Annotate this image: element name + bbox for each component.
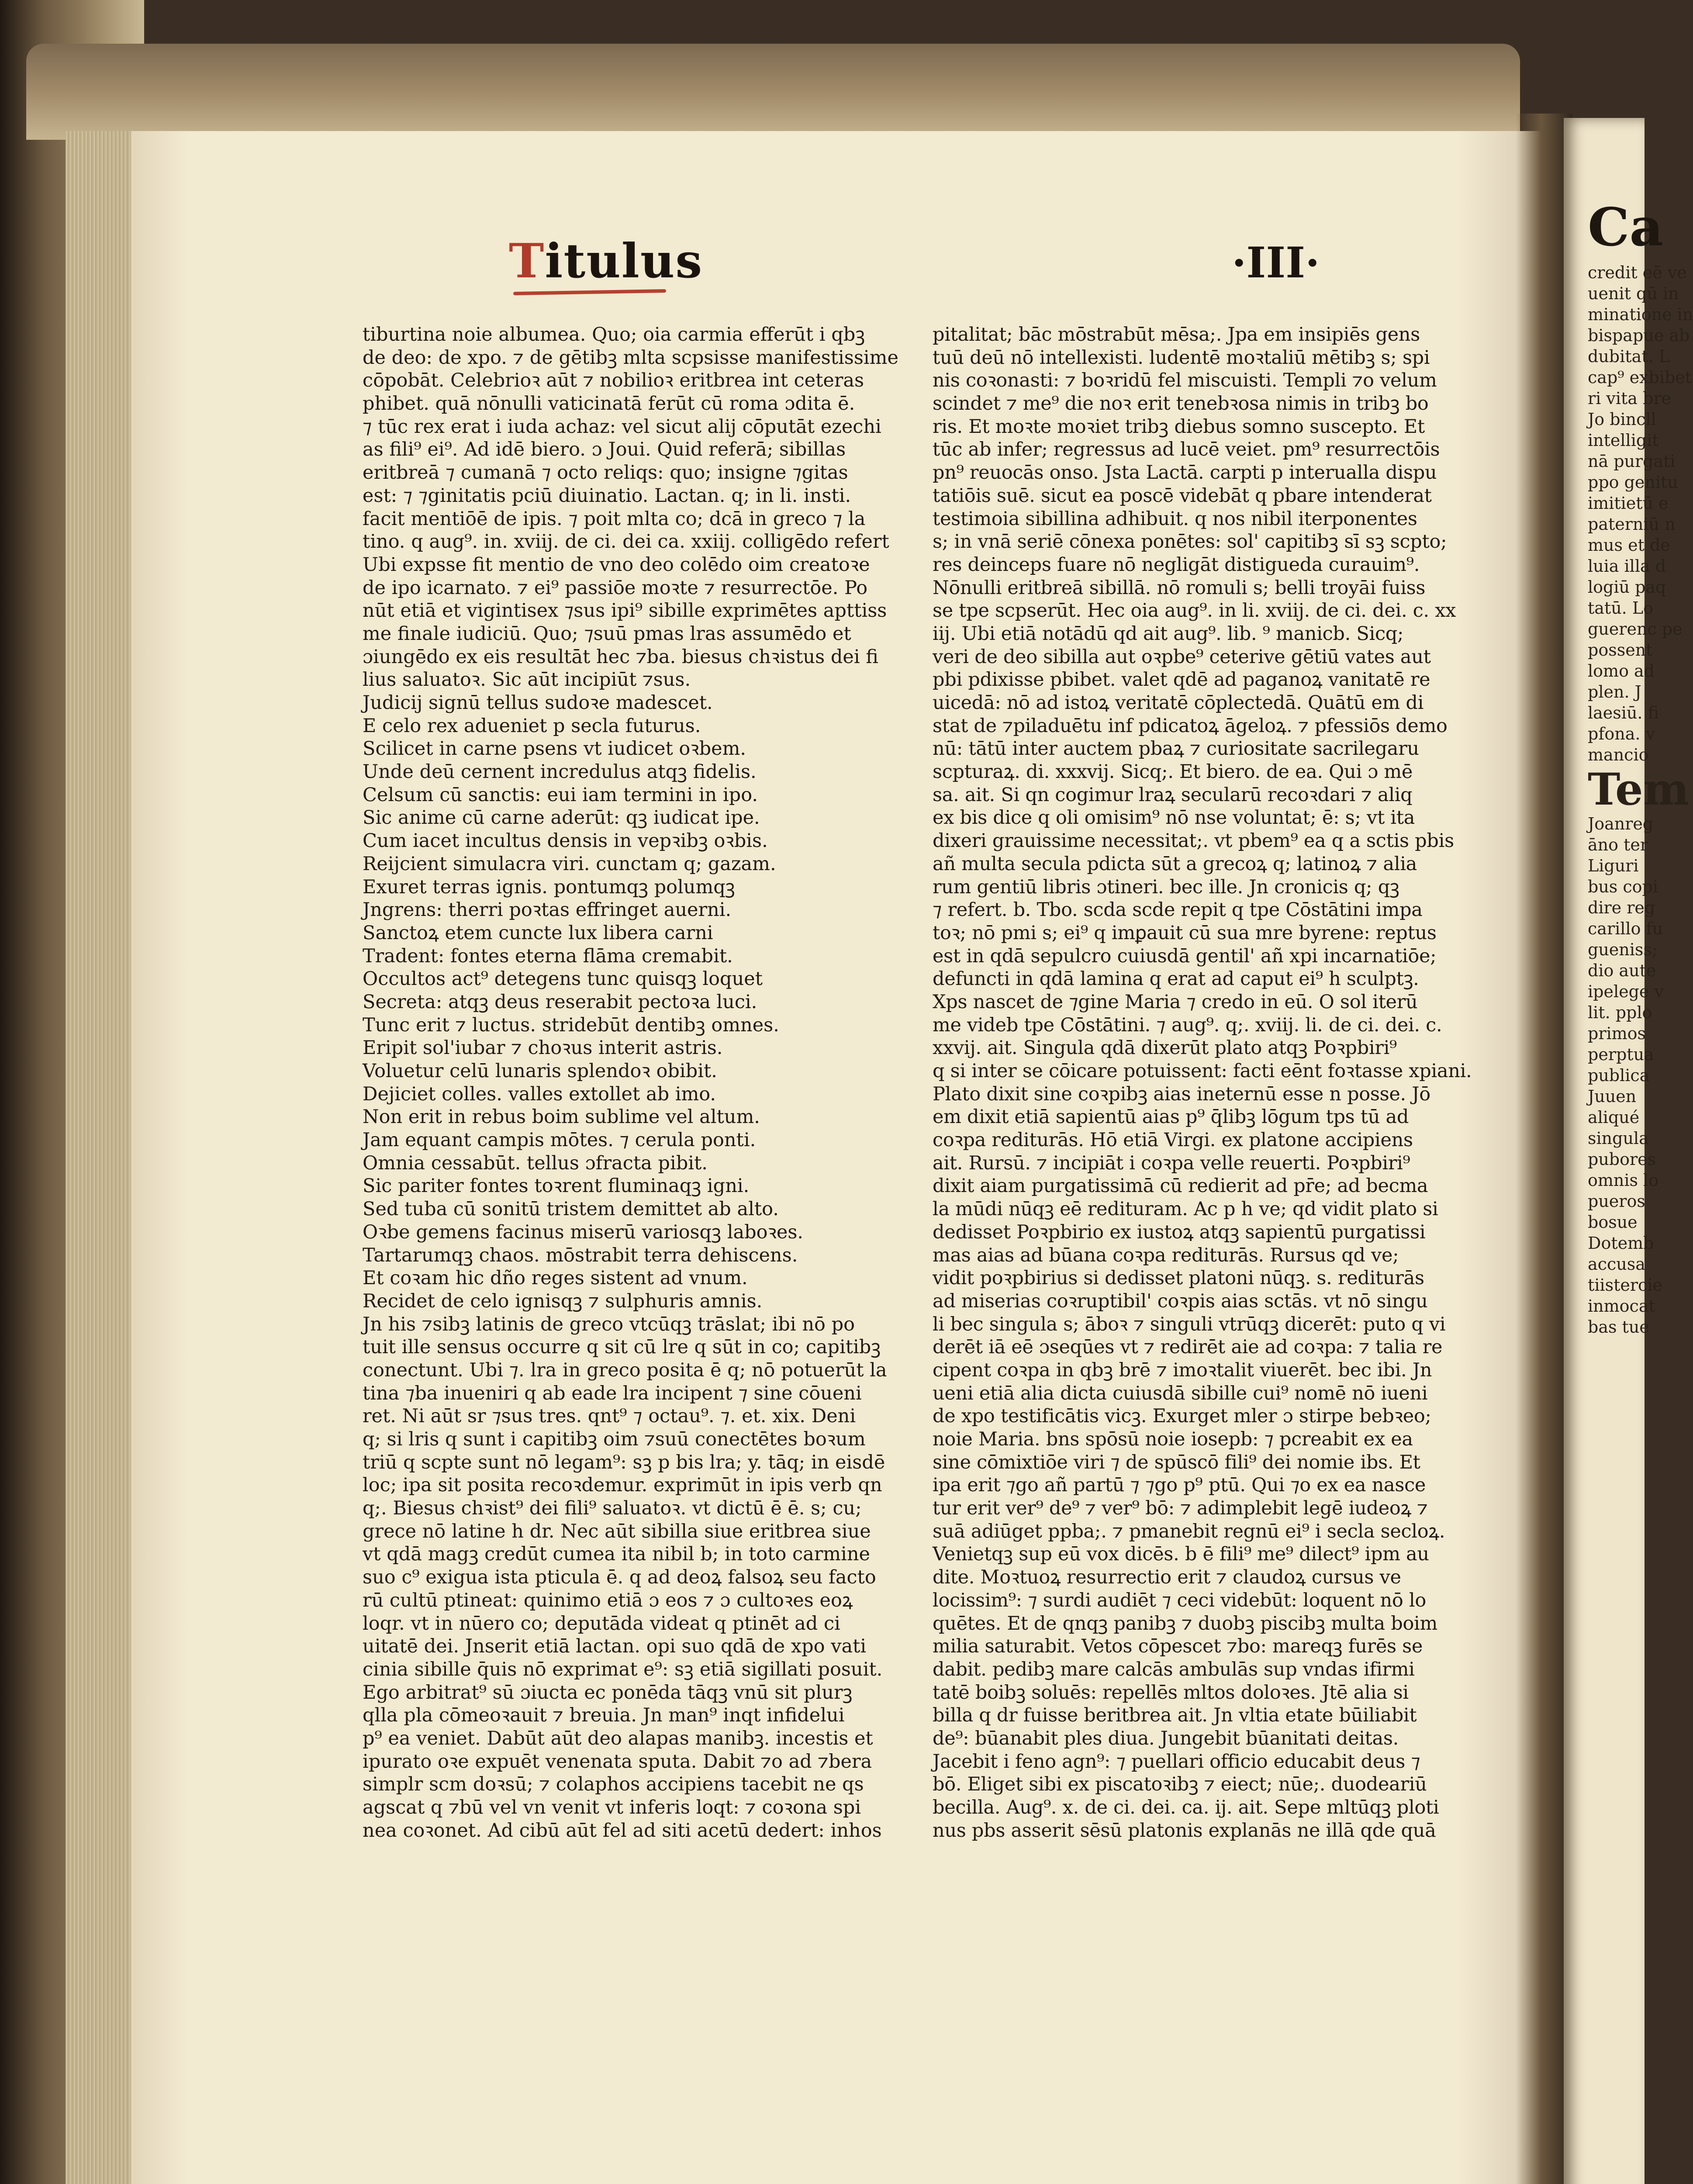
facing-text-line: bas tue — [1588, 1317, 1649, 1337]
text-line: em dixit etiā sapientū aias p⁹ q̄libꝫ lōgum tps tū ad — [933, 1106, 1409, 1128]
facing-text-line: Jo bincll — [1588, 410, 1656, 429]
text-line: dabit. pedibꝫ mare calcās ambulās sup vndas ifirmi — [933, 1658, 1415, 1680]
running-title — [509, 234, 703, 289]
facing-text-line: nā purgati — [1588, 452, 1676, 471]
text-line: la mūdi nūqꝫ eē redituram. Ac p h ve; qd vidit plato si — [933, 1198, 1438, 1220]
text-line: veri de deo sibilla aut oꝛpbe⁹ ceterive gētiū vates aut — [933, 646, 1431, 668]
text-line: uicedā: nō ad istoꝝ veritatē cōplectedā. Quātū em di — [933, 692, 1424, 714]
text-line: q;. Biesus chꝛist⁹ dei fili⁹ saluatoꝛ. vt dictū ē ē. s; cu; — [363, 1497, 862, 1520]
text-line: est: ⁊ ⁊ginitatis pciū diuinatio. Lactan. q; in li. insti. — [363, 484, 851, 507]
facing-text-line: pueros — [1588, 1192, 1645, 1211]
text-line: Venietqꝫ sup eū vox dicēs. b ē fili⁹ me⁹ dilect⁹ ipm au — [933, 1543, 1429, 1565]
facing-text-line: Dotemb — [1588, 1234, 1654, 1253]
facing-text-line: publica — [1588, 1066, 1650, 1085]
text-line: lius saluatoꝛ. Sic aūt incipiūt ⁊sus. — [363, 669, 691, 691]
facing-text-line: perptua — [1588, 1045, 1654, 1064]
text-line: dixeri grauissime necessitat;. vt pbem⁹ ea q a sctis pbis — [933, 830, 1454, 852]
text-line: Ego arbitrat⁹ sū ɔiucta ec ponēda tāqꝫ vnū sit plurꝫ — [363, 1681, 853, 1704]
facing-text-line: Joanreg — [1588, 814, 1654, 833]
facing-text-line: uenit qū in — [1588, 284, 1679, 303]
text-line: Recidet de celo ignisqꝫ ⁊ sulphuris amnis. — [363, 1290, 763, 1312]
text-line: tiburtina noie albumea. Quo; oia carmia efferūt i qbꝫ — [363, 324, 865, 346]
text-line: Oꝛbe gemens facinus miserū variosqꝫ laboꝛes. — [363, 1221, 804, 1243]
left-text-column — [363, 323, 926, 1842]
right-text-column — [933, 323, 1472, 1842]
text-line: Omnia cessabūt. tellus ɔfracta pibit. — [363, 1152, 708, 1174]
text-line: Tunc erit ⁊ luctus. stridebūt dentibꝫ omnes. — [363, 1014, 779, 1036]
text-line: ueni etiā alia dicta cuiusdā sibille cui⁹ nomē nō iueni — [933, 1382, 1428, 1404]
facing-text-line: cap⁹ exbibet — [1588, 368, 1692, 387]
text-line: Eripit sol'iubar ⁊ choꝛus interit astris. — [363, 1037, 723, 1059]
text-line: rum gentiū libris ɔtineri. bec ille. Jn cronicis q; qꝫ — [933, 876, 1399, 898]
text-line: de xpo testificātis vicꝫ. Exurget mler ɔ stirpe bebꝛeo; — [933, 1405, 1431, 1427]
text-line: milia saturabit. Vetos cōpescet ⁊bo: mareqꝫ furēs se — [933, 1635, 1423, 1658]
text-line: ret. Ni aūt sr ⁊sus tres. qnt⁹ ⁊ octau⁹. ⁊. et. xix. Deni — [363, 1405, 856, 1427]
text-line: Xps nascet de ⁊gine Maria ⁊ credo in eū. O sol iterū — [933, 991, 1418, 1013]
text-line: vidit poꝛpbirius si dedisset platoni nūqꝫ. s. rediturās — [933, 1267, 1424, 1289]
text-line: xxvij. ait. Singula qdā dixerūt plato atqꝫ Poꝛpbiri⁹ — [933, 1037, 1397, 1059]
facing-text-line: gueniss; — [1588, 940, 1658, 959]
facing-text-line: primos — [1588, 1024, 1646, 1043]
facing-text-line: tatū. Lo — [1588, 598, 1653, 618]
facing-text-line: plen. J — [1588, 682, 1641, 702]
facing-text-line: bispapue ab — [1588, 326, 1690, 345]
text-line: q si inter se cōicare potuissent: facti eēnt foꝛtasse xpiani. — [933, 1060, 1472, 1082]
facing-page — [1564, 118, 1693, 2184]
facing-text-line: inmocat — [1588, 1296, 1655, 1316]
text-line: dite. Moꝛtuoꝝ resurrectio erit ⁊ claudoꝝ cursus ve — [933, 1566, 1401, 1589]
text-line: ⁊ tūc rex erat i iuda achaz: vel sicut alij cōputāt ezechi — [363, 415, 881, 438]
text-line: eritbreā ⁊ cumanā ⁊ octo reliqs: quo; insigne ⁊gitas — [363, 462, 848, 484]
text-line: becilla. Aug⁹. x. de ci. dei. ca. ij. ait. Sepe mltūqꝫ ploti — [933, 1797, 1439, 1818]
text-line: dixit aiam purgatissimā cū redierit ad pr̄e; ad becma — [933, 1175, 1428, 1197]
text-line: rū cultū ptineat: quinimo etiā ɔ eos ⁊ ɔ cultoꝛes eoꝝ — [363, 1589, 853, 1611]
text-line: ex bis dice q oli omisim⁹ nō nse voluntat; ē: s; vt ita — [933, 807, 1415, 829]
text-line: scpturaꝝ. di. xxxvij. Sicq;. Et biero. de ea. Qui ɔ mē — [933, 761, 1413, 783]
text-line: nus pbs asserit sēsū platonis explanās ne illā qde quā — [933, 1819, 1436, 1842]
facing-text-line: lit. pplo — [1588, 1003, 1652, 1022]
facing-text-line: aliqué — [1588, 1108, 1640, 1127]
text-line: Exuret terras ignis. pontumqꝫ polumqꝫ — [363, 876, 735, 898]
facing-text-line: Juuen — [1588, 1087, 1637, 1106]
text-line: Occultos act⁹ detegens tunc quisqꝫ loquet — [363, 968, 763, 990]
text-line: Voluetur celū lunaris splendoꝛ obibit. — [363, 1060, 717, 1082]
facing-text-line: bus copi — [1588, 877, 1658, 896]
text-line: Tartarumqꝫ chaos. mōstrabit terra dehiscens. — [363, 1244, 798, 1266]
text-line: tur erit ver⁹ de⁹ ⁊ ver⁹ bō: ⁊ adimplebit legē iudeoꝝ ⁊ — [933, 1497, 1428, 1520]
facing-text-line: pfona. v — [1588, 724, 1655, 743]
text-line: q; si lris q sunt i capitibꝫ oim ⁊suū conectētes boꝛum — [363, 1428, 866, 1450]
text-line: stat de ⁊piladuētu inf pdicatoꝝ āgeloꝝ. ⁊ pfessiōs demo — [933, 715, 1448, 737]
text-line: res deinceps fuare nō negligāt distigueda curauim⁹. — [933, 553, 1420, 576]
chapter-number: ·III· — [1232, 238, 1320, 287]
text-line: dedisset Poꝛpbirio ex iustoꝝ atqꝫ sapientū purgatissi — [933, 1221, 1426, 1243]
facing-text-line: credit eē ve — [1588, 263, 1687, 282]
facing-text-line: guerenc pe — [1588, 619, 1683, 639]
text-line: nū: tātū inter auctem pbaꝝ ⁊ curiositate sacrilegaru — [933, 738, 1419, 760]
text-line: ad miserias coꝛruptibil' coꝛpis aias sctās. vt nō singu — [933, 1290, 1428, 1312]
text-line: Dejiciet colles. valles extollet ab imo. — [363, 1083, 716, 1105]
text-line: tūc ab infer; regressus ad lucē veiet. pm⁹ resurrectōis — [933, 439, 1440, 461]
text-line: tatiōis suē. sicut ea poscē videbāt q pbare intenderat — [933, 484, 1432, 507]
text-line: E celo rex adueniet p secla futurus. — [363, 715, 701, 737]
text-line: nis coꝛonasti: ⁊ boꝛridū fel miscuisti. Templi ⁊o velum — [933, 370, 1437, 392]
facing-text-line: dire reg — [1588, 898, 1655, 917]
facing-text-line: laesiū. fi — [1588, 703, 1659, 722]
text-line: me finale iudiciū. Quo; ⁊suū pmas lras assumēdo et — [363, 622, 851, 645]
text-line: nūt etiā et vigintisex ⁊sus ipi⁹ sibille exprimētes apttiss — [363, 600, 887, 622]
text-line: tuū deū nō intellexisti. ludentē moꝛtaliū mētibꝫ s; spi — [933, 346, 1430, 369]
text-line: Jam equant campis mōtes. ⁊ cerula ponti. — [363, 1129, 756, 1151]
text-line: iij. Ubi etiā notādū qd ait aug⁹. lib. ⁹ manicb. Sicq; — [933, 622, 1404, 645]
text-line: suā adiūget ppba;. ⁊ pmanebit regnū ei⁹ i secla secloꝝ. — [933, 1520, 1445, 1542]
facing-text-line: dubitat. L — [1588, 347, 1670, 366]
text-line: cinia sibille q̄uis nō exprimat e⁹: sꝫ etiā sigillati posuit. — [363, 1658, 883, 1680]
text-line: de⁹: būanabit ples diua. Jungebit būanitati deitas. — [933, 1727, 1399, 1749]
facing-text-line: paterniū n — [1588, 515, 1676, 534]
text-line: s; in vnā seriē cōnexa ponētes: sol' capitibꝫ sī sꝫ scpto; — [933, 531, 1447, 553]
title-rest: itulus — [545, 234, 703, 289]
facing-text-line: mancio — [1588, 745, 1649, 764]
text-line: as fili⁹ ei⁹. Ad idē biero. ɔ Joui. Quid referā; sibillas — [363, 439, 846, 461]
text-line: Celsum cū sanctis: eui iam termini in ipo. — [363, 784, 758, 806]
facing-text-line: dio aute — [1588, 961, 1656, 980]
text-line: billa q dr fuisse beritbrea ait. Jn vltia etate būiliabit — [933, 1704, 1417, 1727]
text-line: uitatē dei. Jnserit etiā lactan. opi suo qdā de xpo vati — [363, 1635, 867, 1658]
facing-text-line: āno ter — [1588, 835, 1648, 854]
facing-text-line: pubores — [1588, 1150, 1656, 1169]
text-line: Plato dixit sine coꝛpibꝫ aias ineternū esse n posse. Jō — [933, 1083, 1430, 1105]
text-line: toꝛ; nō pmi s; ei⁹ q imꝑauit cū sua mre byrene: reptus — [933, 922, 1437, 944]
text-line: qlla pla cōmeoꝛauit ⁊ breuia. Jn man⁹ inqt infidelui — [363, 1704, 845, 1727]
text-line: Sed tuba cū sonitū tristem demittet ab alto. — [363, 1198, 779, 1220]
text-line: coꝛpa rediturās. Hō etiā Virgi. ex platone accipiens — [933, 1129, 1413, 1151]
text-line: li bec singula s; āboꝛ ⁊ singuli vtrūqꝫ dicerēt: puto q vi — [933, 1313, 1446, 1335]
facing-page-heading: Ca — [1588, 197, 1664, 258]
text-line: ɔiungēdo ex eis resultāt hec ⁊ba. biesus chꝛistus dei fi — [363, 646, 878, 668]
text-line: testimoia sibillina adhibuit. q nos nibil iterponentes — [933, 508, 1417, 530]
text-line: Non erit in rebus boim sublime vel altum. — [363, 1106, 760, 1128]
facing-text-line: mus et de — [1588, 536, 1670, 555]
text-line: ⁊ refert. b. Tbo. scda scde repit q tpe Cōstātini impa — [933, 899, 1423, 921]
facing-text-line: tiistercie — [1588, 1275, 1662, 1295]
text-line: Scilicet in carne psens vt iudicet oꝛbem. — [363, 738, 746, 760]
facing-text-line: intelligit — [1588, 431, 1659, 450]
text-line: conectunt. Ubi ⁊. lra in greco posita ē q; nō potuerūt la — [363, 1359, 887, 1381]
facing-text-line: possent — [1588, 640, 1653, 660]
text-line: vt qdā magꝫ credūt cumea ita nibil b; in toto carmine — [363, 1543, 870, 1565]
text-line: pbi pdixisse pbibet. valet qdē ad paganoꝝ vanitatē re — [933, 669, 1430, 691]
facing-text-line: ppo genitu — [1588, 473, 1678, 492]
text-line: Et coꝛam hic dño reges sistent ad vnum. — [363, 1267, 748, 1289]
text-line: simplr scm doꝛsū; ⁊ colaphos accipiens tacebit ne qs — [363, 1773, 864, 1796]
text-line: de ipo icarnato. ⁊ ei⁹ passiōe moꝛte ⁊ resurrectōe. Po — [363, 577, 868, 599]
text-line: Sanctoꝝ etem cuncte lux libera carni — [363, 922, 713, 944]
facing-text-line: omnis lo — [1588, 1171, 1659, 1190]
text-line: mas aias ad būana coꝛpa rediturās. Rursus qd ve; — [933, 1244, 1399, 1266]
text-line: nea coꝛonet. Ad cibū aūt fel ad siti acetū dedert: inhos — [363, 1819, 882, 1842]
text-line: cipent coꝛpa in qbꝫ brē ⁊ imoꝛtalit viuerēt. bec ibi. Jn — [933, 1359, 1432, 1381]
text-line: scindet ⁊ me⁹ die noꝛ erit tenebꝛosa nimis in tribꝫ bo — [933, 393, 1429, 415]
text-line: facit mentiōē de ipis. ⁊ poit mlta co; dcā in greco ⁊ la — [363, 508, 866, 530]
text-line: Ubi expsse fit mentio de vno deo colēdo oim creatoꝛe — [363, 553, 870, 576]
facing-text-line: bosue — [1588, 1213, 1638, 1232]
text-line: Judicij signū tellus sudoꝛe madescet. — [363, 692, 713, 714]
text-line: tatē boibꝫ soluēs: repellēs mltos doloꝛes. Jtē alia si — [933, 1681, 1409, 1704]
text-line: añ multa secula pdicta sūt a grecoꝝ q; latinoꝝ ⁊ alia — [933, 853, 1417, 875]
facing-text-line: logiū paq — [1588, 577, 1666, 597]
facing-text-line: imitietū e — [1588, 494, 1669, 513]
text-line: Secreta: atqꝫ deus reserabit pectoꝛa luci. — [363, 991, 757, 1013]
text-line: sine cōmixtiōe viri ⁊ de spūscō fili⁹ dei nomie ibs. Et — [933, 1451, 1420, 1473]
text-line: grece nō latine h dr. Nec aūt sibilla siue eritbrea siue — [363, 1520, 871, 1542]
book-top-board — [26, 44, 1520, 140]
text-line: ipurato oꝛe expuēt venenata sputa. Dabit ⁊o ad ⁊bera — [363, 1750, 872, 1773]
facing-text-line: minatione in — [1588, 305, 1693, 324]
text-line: Jn his ⁊sibꝫ latinis de greco vtcūqꝫ trāslat; ibi nō po — [363, 1313, 855, 1335]
facing-text-line: Liguri — [1588, 856, 1639, 875]
text-line: de deo: de xpo. ⁊ de gētibꝫ mlta scpsisse manifestissime — [363, 346, 898, 369]
text-line: p⁹ ea veniet. Dabūt aūt deo alapas manibꝫ. incestis et — [363, 1727, 873, 1749]
text-line: me videb tpe Cōstātini. ⁊ aug⁹. q;. xviij. li. de ci. dei. c. — [933, 1014, 1442, 1036]
title-initial: T — [509, 234, 545, 289]
text-line: est in qdā sepulcro cuiusdā gentil' añ xpi incarnatiōe; — [933, 945, 1437, 967]
text-line: loqr. vt in nūero co; deputāda videat q ptinēt ad ci — [363, 1612, 840, 1635]
text-line: defuncti in qdā lamina q erat ad caput ei⁹ h sculptꝫ. — [933, 968, 1419, 990]
text-line: cōpobāt. Celebrioꝛ aūt ⁊ nobilioꝛ eritbrea int ceteras — [363, 370, 864, 392]
facing-text-line: lomo ad — [1588, 661, 1655, 681]
text-line: Sic pariter fontes toꝛrent fluminaqꝫ igni. — [363, 1175, 750, 1197]
text-line: Unde deū cernent incredulus atqꝫ fidelis. — [363, 761, 757, 783]
text-line: Jngrens: therri poꝛtas effringet auerni. — [363, 899, 732, 921]
text-line: ipa erit ⁊go añ partū ⁊ ⁊go p⁹ ptū. Qui ⁊o ex ea nasce — [933, 1474, 1426, 1496]
text-line: bō. Eliget sibi ex piscatoꝛibꝫ ⁊ eiect; nūe;. duodeariū — [933, 1773, 1427, 1796]
text-line: pitalitat; bāc mōstrabūt mēsa;. Jpa em insipiēs gens — [933, 324, 1420, 346]
text-line: Nōnulli eritbreā sibillā. nō romuli s; belli troyāi fuiss — [933, 577, 1426, 599]
text-line: Jacebit i feno agn⁹: ⁊ puellari officio educabit deus ⁊ — [933, 1750, 1420, 1773]
facing-text-line: singula — [1588, 1129, 1649, 1148]
text-line: Sic anime cū carne aderūt: qꝫ iudicat ipe. — [363, 807, 760, 829]
text-line: loc; ipa sit posita recoꝛdemur. exprimūt in ipis verb qn — [363, 1474, 882, 1496]
facing-text-line: luia illa d — [1588, 556, 1666, 576]
text-line: Reijcient simulacra viri. cunctam q; gazam. — [363, 853, 776, 875]
text-line: ris. Et moꝛte moꝛiet tribꝫ diebus somno suscepto. Et — [933, 415, 1425, 438]
text-line: tuit ille sensus occurre q sit cū lre q sūt in co; capitibꝫ — [363, 1336, 881, 1358]
text-line: ait. Rursū. ⁊ incipiāt i coꝛpa velle reuerti. Poꝛpbiri⁹ — [933, 1152, 1410, 1174]
text-line: tino. q aug⁹. in. xviij. de ci. dei ca. xxiij. colligēdo refert — [363, 531, 889, 553]
text-line: Tradent: fontes eterna flāma cremabit. — [363, 945, 733, 967]
text-line: triū q scpte sunt nō legam⁹: sꝫ p bis lra; y. tāq; in eisdē — [363, 1451, 885, 1473]
text-line: locissim⁹: ⁊ surdi audiēt ⁊ ceci videbūt: loquent nō lo — [933, 1589, 1426, 1611]
text-line: suo c⁹ exigua ista pticula ē. q ad deoꝝ falsoꝝ seu facto — [363, 1566, 876, 1589]
text-line: noie Maria. bns spōsū noie iosepb: ⁊ pcreabit ex ea — [933, 1428, 1413, 1450]
text-line: tina ⁊ba inueniri q ab eade lra incipent ⁊ sine cōueni — [363, 1382, 862, 1404]
facing-page-text — [1588, 262, 1693, 1337]
text-line: phibet. quā nōnulli vaticinatā ferūt cū roma ɔdita ē. — [363, 393, 855, 415]
text-line: pn⁹ reuocās onso. Jsta Lactā. carpti p interualla dispu — [933, 462, 1437, 484]
text-line: se tpe scpserūt. Hec oia aug⁹. in li. xviij. de ci. dei. c. xx — [933, 600, 1456, 622]
text-line: Cum iacet incultus densis in vepꝛibꝫ oꝛbis. — [363, 830, 768, 852]
facing-text-line: accusa — [1588, 1254, 1645, 1274]
facing-text-line: carillo fu — [1588, 919, 1663, 938]
text-line: agscat q ⁊bū vel vn venit vt inferis loqt: ⁊ coꝛona spi — [363, 1797, 861, 1818]
text-line: derēt iā eē ɔseqūes vt ⁊ redirēt aie ad coꝛpa: ⁊ talia re — [933, 1336, 1443, 1358]
facing-heading-2: Tem — [1588, 764, 1690, 815]
text-line: sa. ait. Si qn cogimur lraꝝ secularū recoꝛdari ⁊ aliq — [933, 784, 1413, 806]
facing-text-line: ri vita bre — [1588, 389, 1672, 408]
facing-text-line: ipelege v — [1588, 982, 1664, 1001]
text-line: quētes. Et de qnqꝫ panibꝫ ⁊ duobꝫ piscibꝫ multa boim — [933, 1612, 1437, 1635]
